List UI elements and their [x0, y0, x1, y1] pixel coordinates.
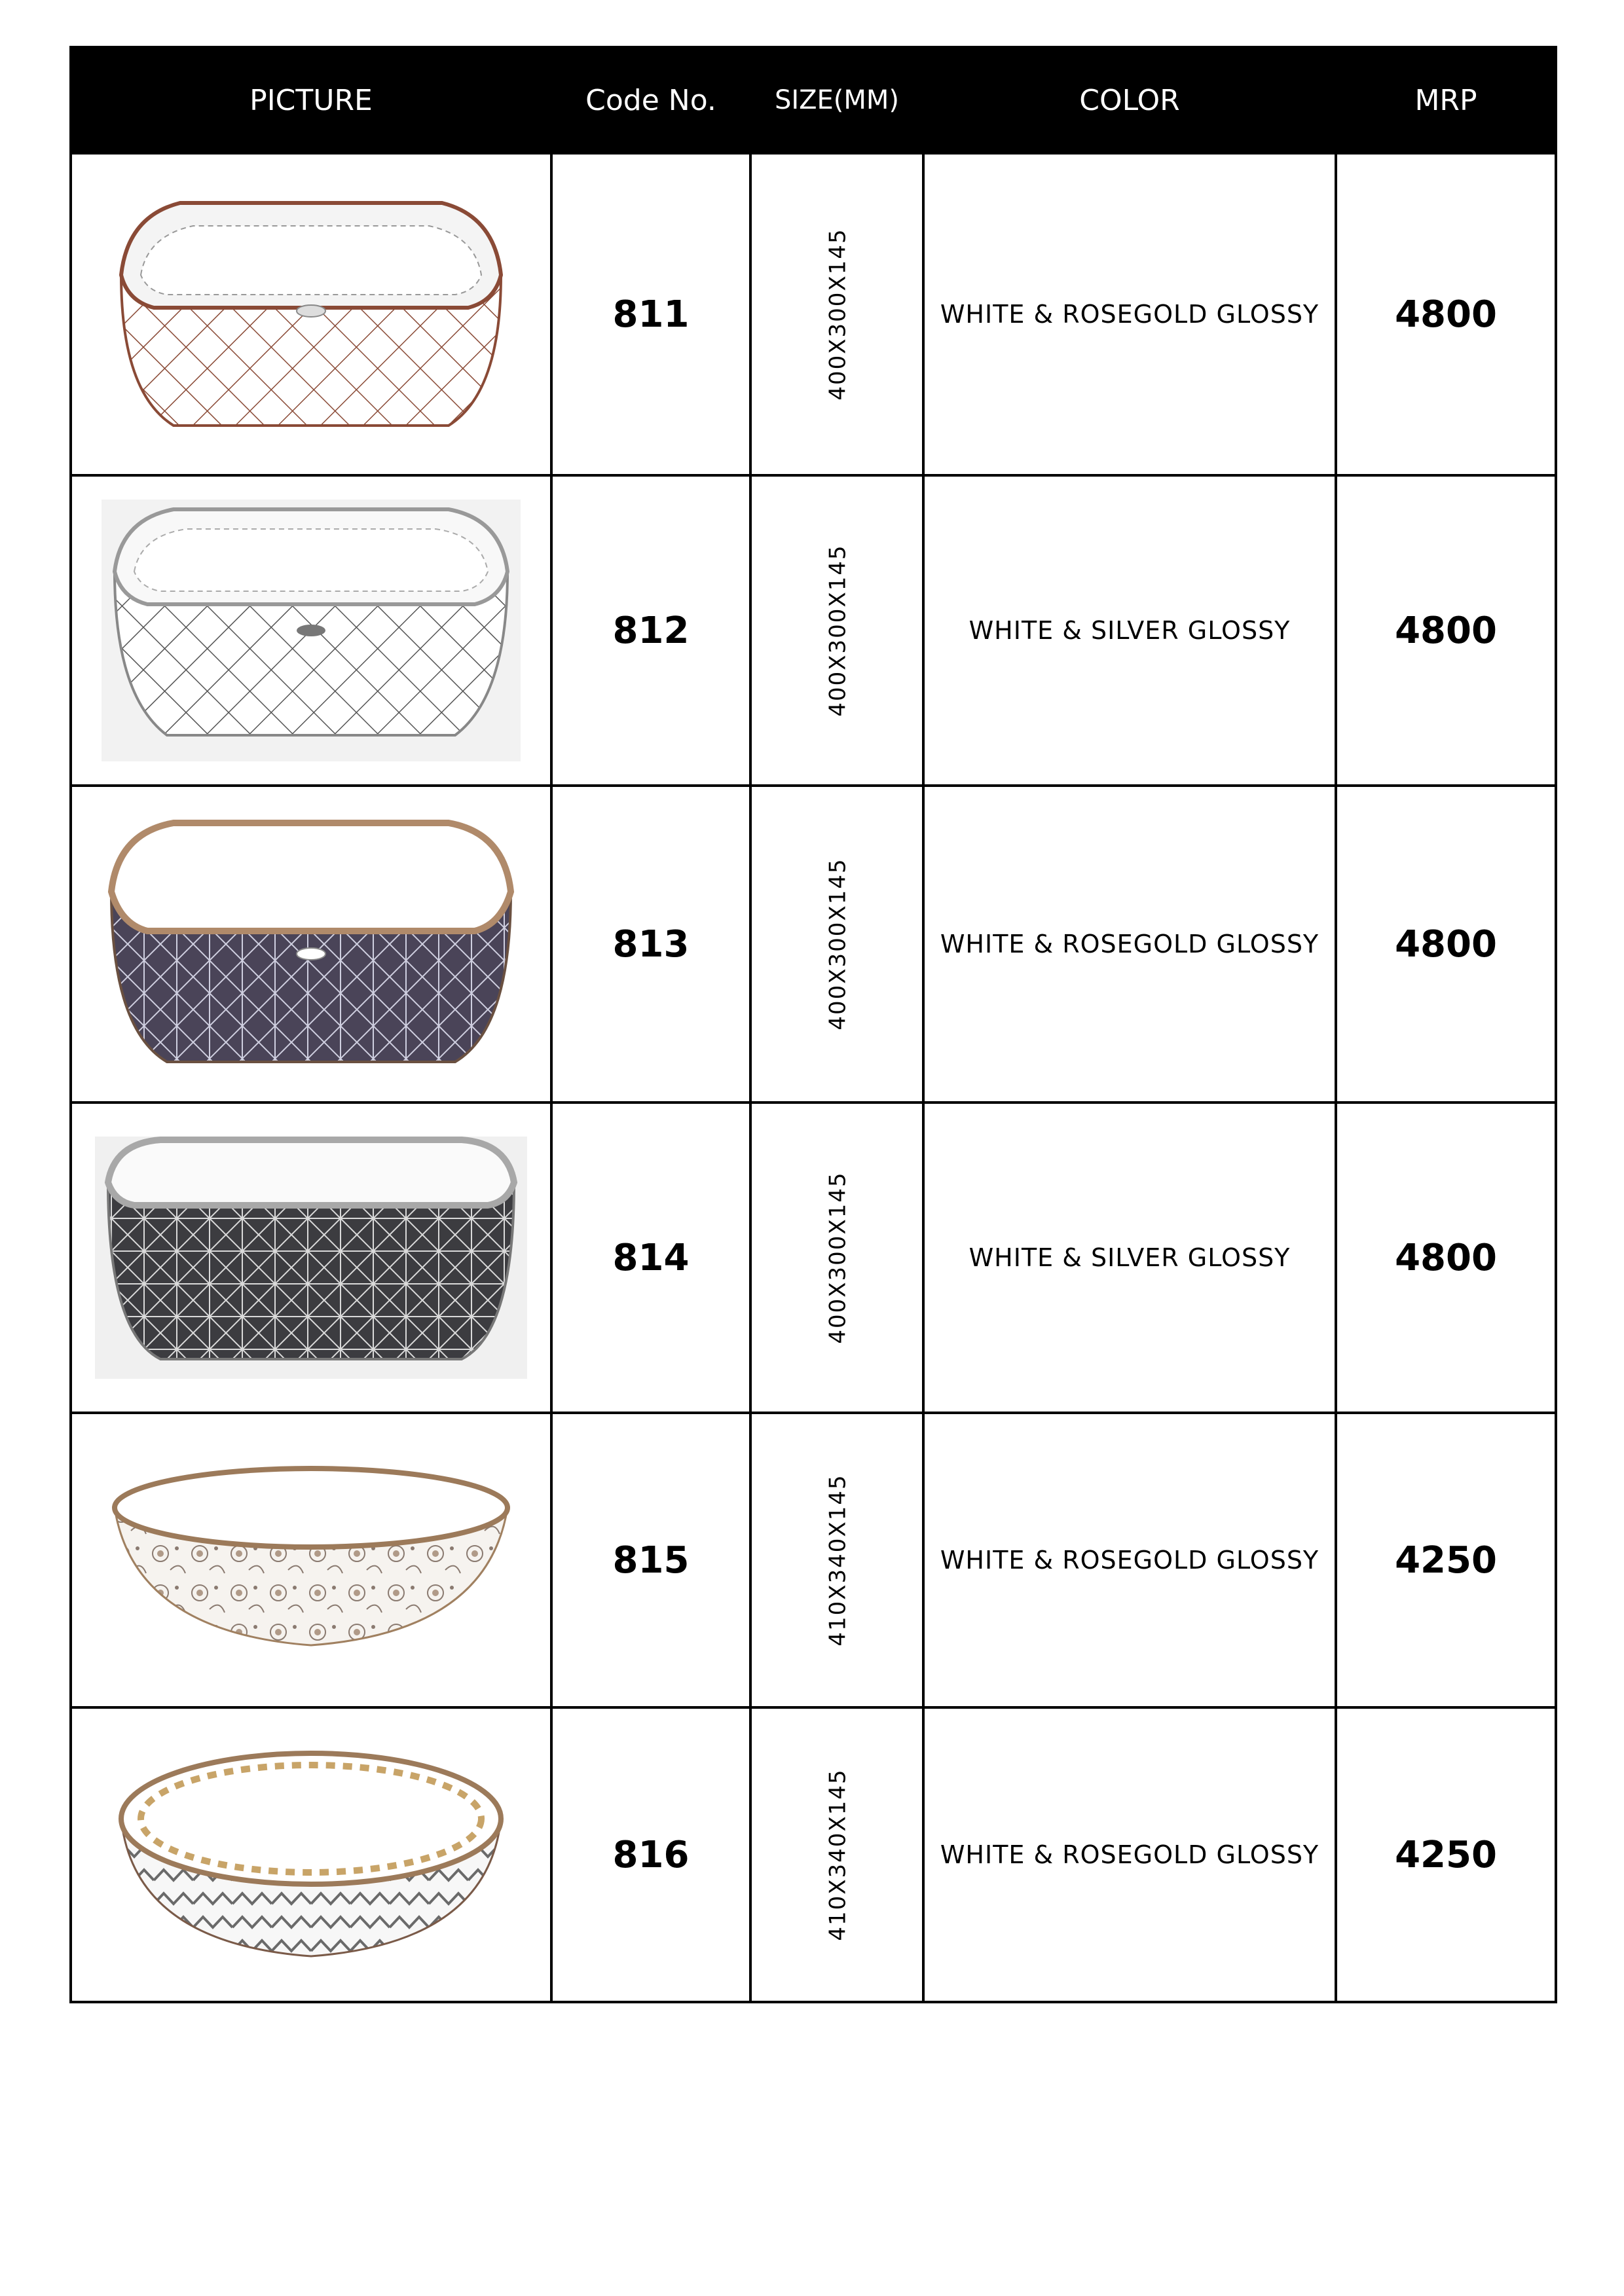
table-row [71, 475, 1556, 786]
table-row [71, 786, 1556, 1102]
table-row [71, 1707, 1556, 2002]
table-header [71, 47, 1556, 153]
size-cell [750, 153, 923, 475]
picture-cell [71, 1413, 551, 1707]
rectangular-basin-silver-lattice-icon [101, 500, 521, 761]
mrp-cell: 4800 [1336, 786, 1556, 1102]
header-code: Code No. [551, 47, 750, 153]
color-cell: WHITE & SILVER GLOSSY [923, 475, 1336, 786]
color-cell: WHITE & SILVER GLOSSY [923, 1102, 1336, 1413]
size-text: 410X340X145 [824, 1768, 851, 1941]
picture-cell [71, 1102, 551, 1413]
mrp-cell: 4250 [1336, 1413, 1556, 1707]
size-cell [750, 1413, 923, 1707]
size-text: 410X340X145 [824, 1474, 851, 1647]
header-color: COLOR [923, 47, 1336, 153]
size-cell [750, 786, 923, 1102]
mrp-cell: 4800 [1336, 153, 1556, 475]
code-cell: 812 [551, 475, 750, 786]
rectangular-basin-rosegold-triangles-icon [95, 813, 527, 1075]
size-cell [750, 1102, 923, 1413]
header-mrp: MRP [1336, 47, 1556, 153]
product-table [69, 46, 1557, 2003]
color-cell: WHITE & ROSEGOLD GLOSSY [923, 1707, 1336, 2002]
header-size: SIZE(MM) [750, 47, 923, 153]
header-picture: PICTURE [71, 47, 551, 153]
picture-cell [71, 153, 551, 475]
table-row [71, 1413, 1556, 1707]
rectangular-basin-silver-triangles-icon [95, 1137, 527, 1379]
oval-basin-paisley-icon [108, 1462, 514, 1658]
code-cell: 816 [551, 1707, 750, 2002]
size-cell [750, 475, 923, 786]
size-text: 400X300X145 [824, 544, 851, 717]
rectangular-basin-rosegold-lattice-icon [101, 177, 521, 452]
size-text: 400X300X145 [824, 858, 851, 1030]
color-cell: WHITE & ROSEGOLD GLOSSY [923, 786, 1336, 1102]
code-cell: 813 [551, 786, 750, 1102]
table-row [71, 1102, 1556, 1413]
picture-cell [71, 1707, 551, 2002]
size-text: 400X300X145 [824, 1171, 851, 1344]
color-cell: WHITE & ROSEGOLD GLOSSY [923, 153, 1336, 475]
mrp-cell: 4250 [1336, 1707, 1556, 2002]
table-row [71, 153, 1556, 475]
code-cell: 814 [551, 1102, 750, 1413]
color-cell: WHITE & ROSEGOLD GLOSSY [923, 1413, 1336, 1707]
size-cell [750, 1707, 923, 2002]
picture-cell [71, 786, 551, 1102]
size-text: 400X300X145 [824, 228, 851, 401]
oval-basin-zigzag-icon [115, 1747, 507, 1963]
code-cell: 815 [551, 1413, 750, 1707]
mrp-cell: 4800 [1336, 1102, 1556, 1413]
code-cell: 811 [551, 153, 750, 475]
picture-cell [71, 475, 551, 786]
mrp-cell: 4800 [1336, 475, 1556, 786]
